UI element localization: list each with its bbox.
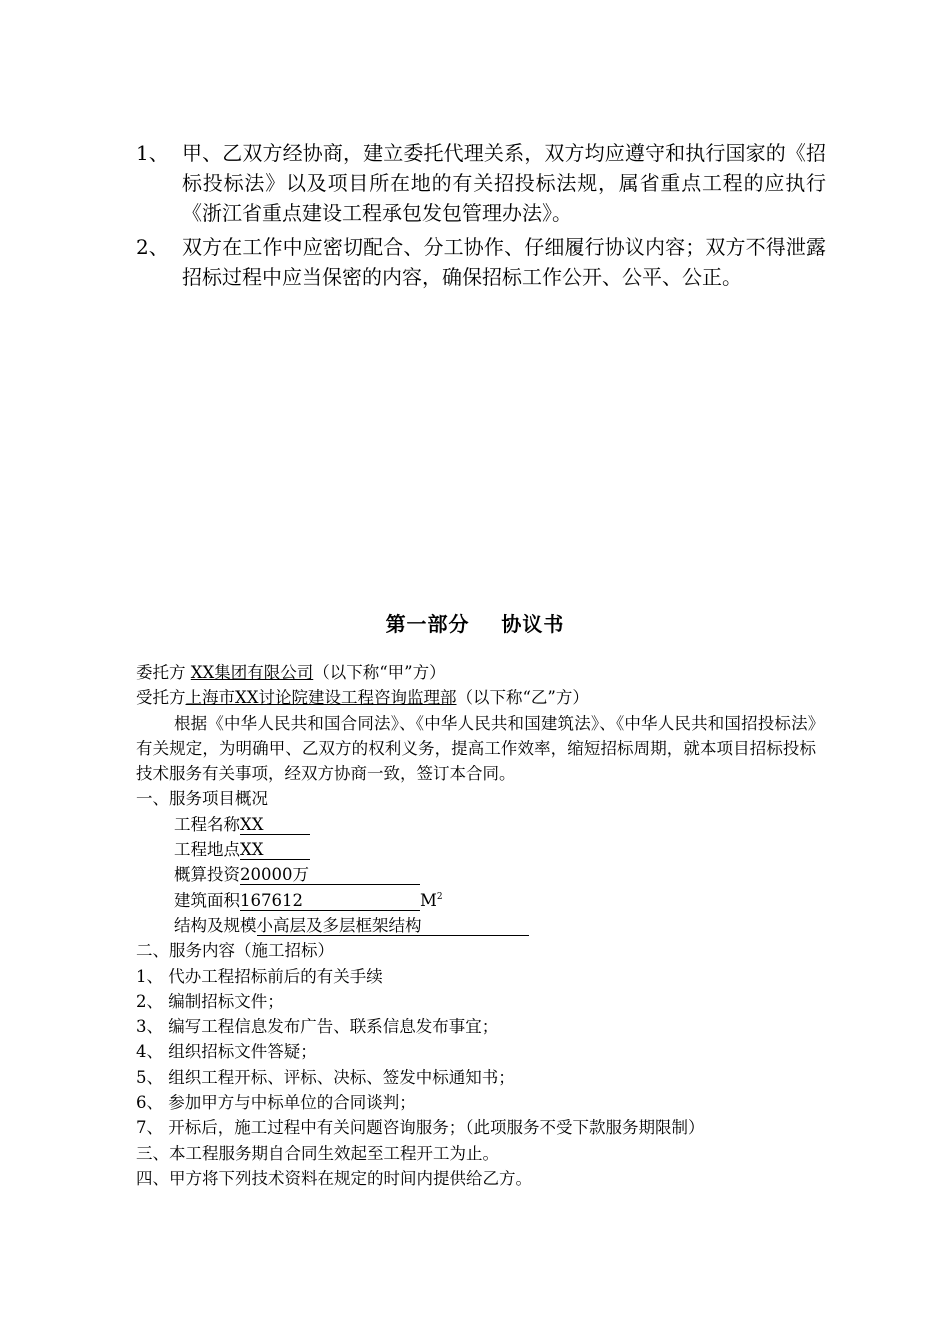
area-unit: M [420, 890, 437, 910]
field-label: 工程名称 [174, 814, 240, 834]
list-item: 5、 组织工程开标、评标、决标、签发中标通知书； [136, 1067, 515, 1087]
client-label: 委托方 [136, 663, 186, 682]
section-1-heading: 一、服务项目概况 [136, 789, 268, 809]
field-label: 结构及规模 [174, 915, 257, 935]
list-text: 双方在工作中应密切配合、分工协作、仔细履行协议内容；双方不得泄露招标过程中应当保密的内容，确保招标工作公开、公平、公正。 [182, 235, 826, 289]
field-estimated-investment [136, 862, 816, 887]
list-item: 7、 开标后，施工过程中有关问题咨询服务；（此项服务不受下款服务期限制） [136, 1118, 705, 1138]
list-item [136, 138, 826, 228]
field-structure-scale [136, 913, 816, 938]
part-title [0, 608, 950, 637]
client-name: XX集团有限公司 [190, 663, 314, 682]
agent-line [136, 685, 816, 710]
client-suffix: （以下称“甲”方） [313, 663, 446, 682]
agreement-body [136, 660, 816, 1191]
principles-list [136, 138, 826, 296]
field-label: 建筑面积 [174, 890, 240, 910]
list-item [136, 232, 826, 292]
area-unit-sup: 2 [436, 891, 443, 902]
section-4-text: 四、甲方将下列技术资料在规定的时间内提供给乙方。 [136, 1168, 532, 1188]
field-label: 工程地点 [174, 840, 240, 860]
field-value: XX [240, 840, 310, 860]
intro-paragraph: 根据《中华人民共和国合同法》、《中华人民共和国建筑法》、《中华人民共和国招投标法》有关规定，为明确甲、乙双方的权利义务，提高工作效率，缩短招标周期，就本项目招标投标技术服务有关事项，经双方协商一致，签订本合同。 [136, 713, 816, 784]
list-item: 4、 组织招标文件答疑； [136, 1042, 317, 1062]
part-title-left: 第一部分 [385, 612, 470, 636]
list-number: 1、 [136, 141, 169, 165]
field-project-location [136, 837, 816, 862]
agent-suffix: （以下称“乙”方） [456, 688, 589, 708]
field-value: 20000万 [240, 865, 420, 885]
client-line [136, 660, 816, 685]
part-title-right: 协议书 [501, 612, 565, 636]
list-text: 甲、乙双方经协商，建立委托代理关系，双方均应遵守和执行国家的《招标投标法》以及项目所在地的有关招投标法规，属省重点工程的应执行《浙江省重点建设工程承包发包管理办法》。 [182, 141, 826, 225]
list-item: 1、 代办工程招标前后的有关手续 [136, 966, 383, 986]
list-item: 3、 编写工程信息发布广告、联系信息发布事宜； [136, 1017, 499, 1037]
section-3-text: 三、本工程服务期自合同生效起至工程开工为止。 [136, 1143, 499, 1163]
list-item: 6、 参加甲方与中标单位的合同谈判； [136, 1093, 416, 1113]
list-item: 2、 编制招标文件； [136, 991, 284, 1011]
field-project-name [136, 812, 816, 837]
agent-name: 上海市XX讨论院建设工程咨询监理部 [185, 688, 457, 708]
field-label: 概算投资 [174, 865, 240, 885]
list-number: 2、 [136, 235, 169, 259]
field-value: XX [240, 815, 310, 835]
field-value: 167612 [240, 891, 420, 911]
section-2-heading: 二、服务内容（施工招标） [136, 941, 334, 961]
agent-label: 受托方 [136, 688, 186, 708]
field-value: 小高层及多层框架结构 [257, 916, 529, 936]
field-floor-area [136, 888, 816, 913]
